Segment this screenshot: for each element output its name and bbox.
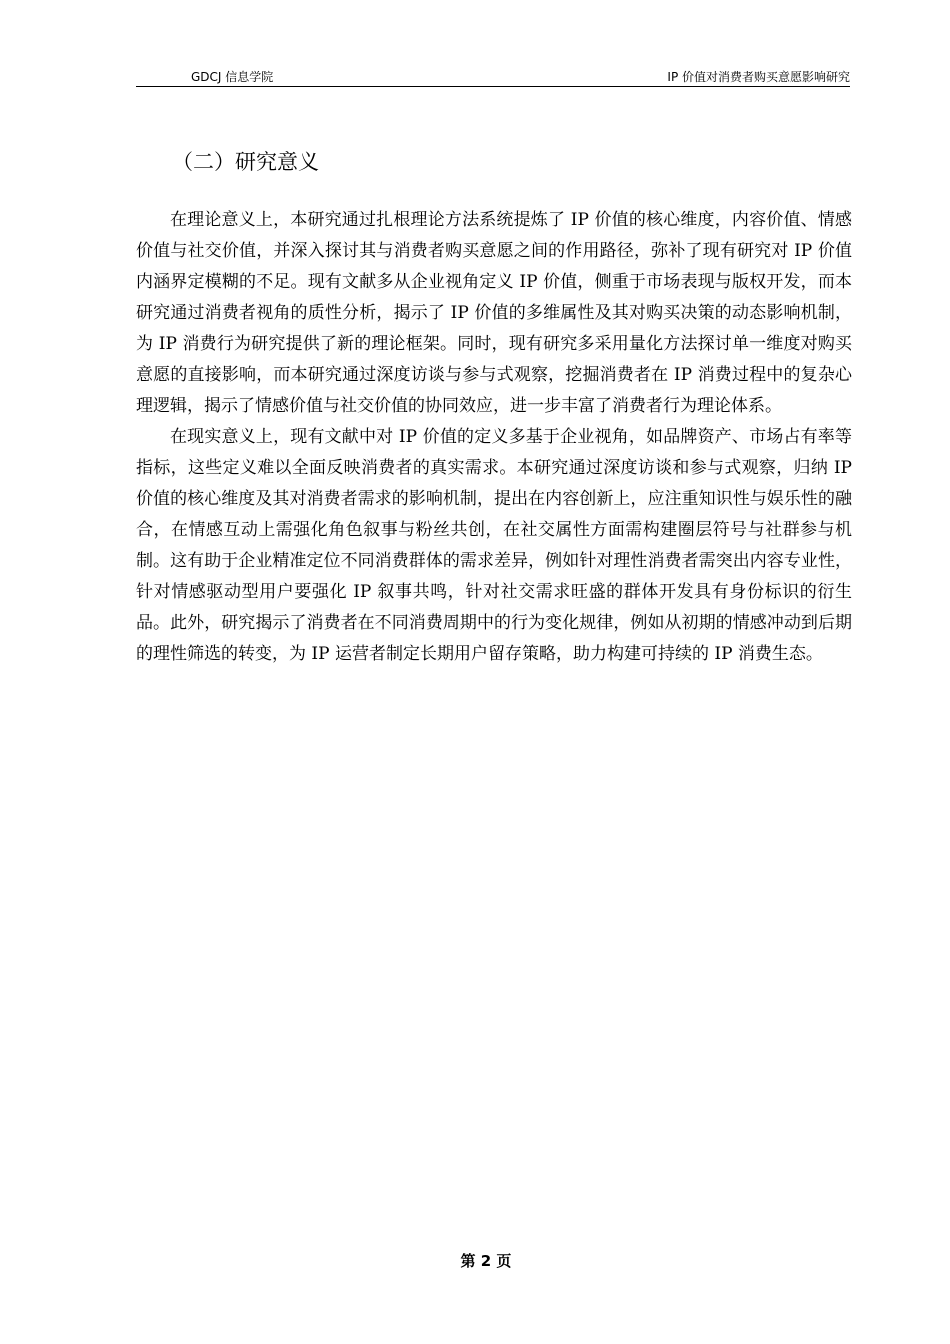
paragraph-theoretical-significance: 在理论意义上，本研究通过扎根理论方法系统提炼了 IP 价值的核心维度，内容价值、情感价值与社交价值，并深入探讨其与消费者购买意愿之间的作用路径，弥补了现有研究对 IP 价值内涵界定模糊的不足。现有文献多从企业视角定义 IP 价值，侧重于市场表现与版权开发，而本研究通过消费者视角的质性分析，揭示了 IP 价值的多维属性及其对购买决策的动态影响机制，为 IP 消费行为研究提供了新的理论框架。同时，现有研究多采用量化方法探讨单一维度对购买意愿的直接影响，而本研究通过深度访谈与参与式观察，挖掘消费者在 IP 消费过程中的复杂心理逻辑，揭示了情感价值与社交价值的协同效应，进一步丰富了消费者行为理论体系。 <box>136 210 852 416</box>
header-paper-title: IP 价值对消费者购买意愿影响研究 <box>667 70 850 84</box>
page-number: 第 2 页 <box>460 1252 512 1270</box>
section-heading: （二）研究意义 <box>172 150 319 174</box>
page-header <box>136 66 850 87</box>
body-text <box>136 205 852 670</box>
header-institution: GDCJ 信息学院 <box>191 70 274 84</box>
paragraph-practical-significance: 在现实意义上，现有文献中对 IP 价值的定义多基于企业视角，如品牌资产、市场占有率等指标，这些定义难以全面反映消费者的真实需求。本研究通过深度访谈和参与式观察，归纳 IP 价值的核心维度及其对消费者需求的影响机制，提出在内容创新上，应注重知识性与娱乐性的融合，在情感互动上需强化角色叙事与粉丝共创，在社交属性方面需构建圈层符号与社群参与机制。这有助于企业精准定位不同消费群体的需求差异，例如针对理性消费者需突出内容专业性，针对情感驱动型用户要强化 IP 叙事共鸣，针对社交需求旺盛的群体开发具有身份标识的衍生品。此外，研究揭示了消费者在不同消费周期中的行为变化规律，例如从初期的情感冲动到后期的理性筛选的转变，为 IP 运营者制定长期用户留存策略，助力构建可持续的 IP 消费生态。 <box>136 427 852 664</box>
